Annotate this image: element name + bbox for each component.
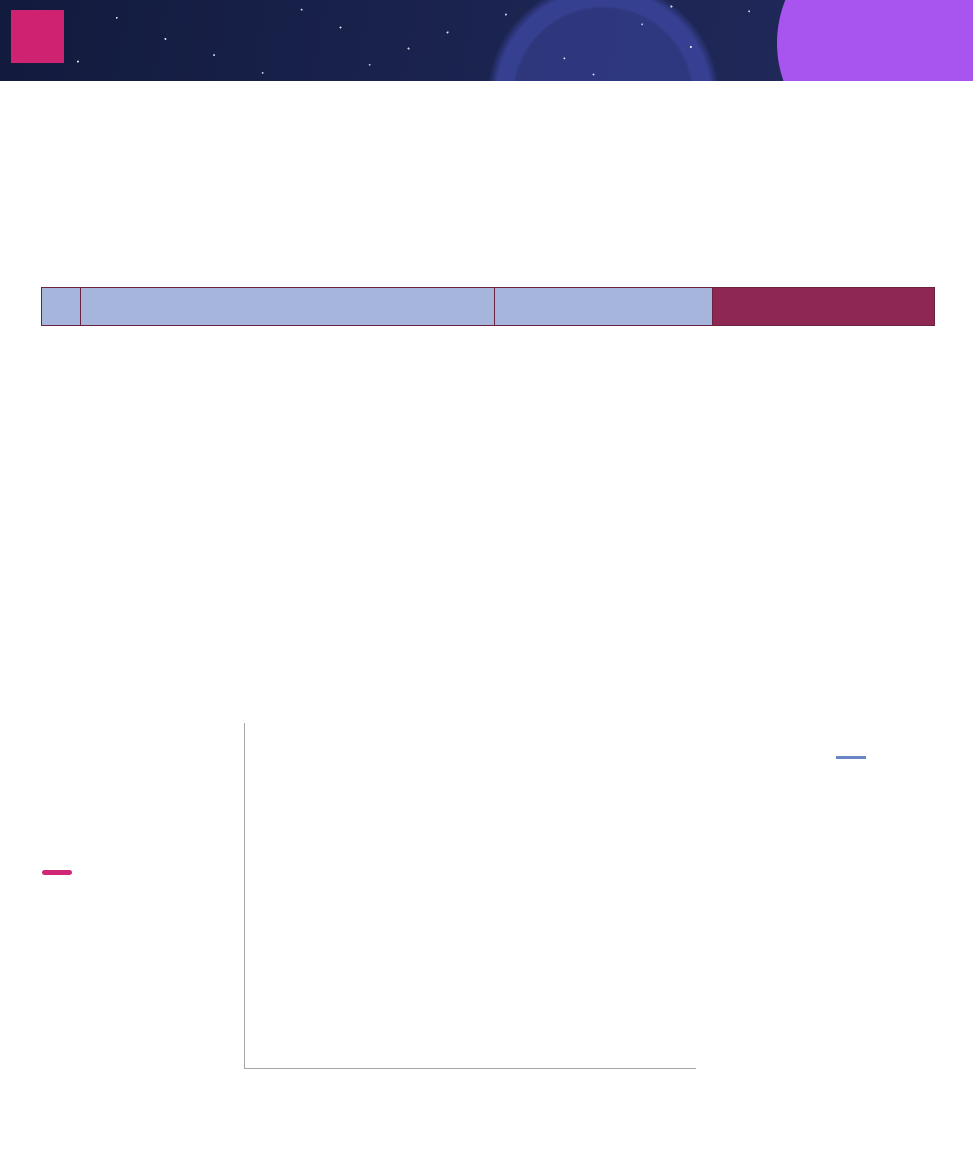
forecast-chart	[0, 705, 973, 1155]
table-header-row	[42, 288, 935, 326]
cost-legend-swatch-icon	[42, 870, 72, 875]
logo-letter-badge	[11, 10, 64, 63]
col-header-month	[81, 288, 495, 326]
chart-legend-top10	[836, 749, 954, 806]
forecast-table	[41, 287, 935, 326]
col-header-top10	[495, 288, 713, 326]
col-header-number	[42, 288, 81, 326]
col-header-payment	[713, 288, 935, 326]
header-banner	[0, 0, 973, 81]
top10-legend-swatch-icon	[836, 756, 866, 759]
chart-y-axis	[244, 723, 245, 1068]
chart-x-axis	[244, 1068, 696, 1069]
chart-legend-cost	[42, 864, 147, 915]
chart-y-axis-left-labels	[135, 723, 235, 1068]
chart-title	[0, 632, 973, 666]
purple-circle-decoration	[777, 0, 973, 81]
